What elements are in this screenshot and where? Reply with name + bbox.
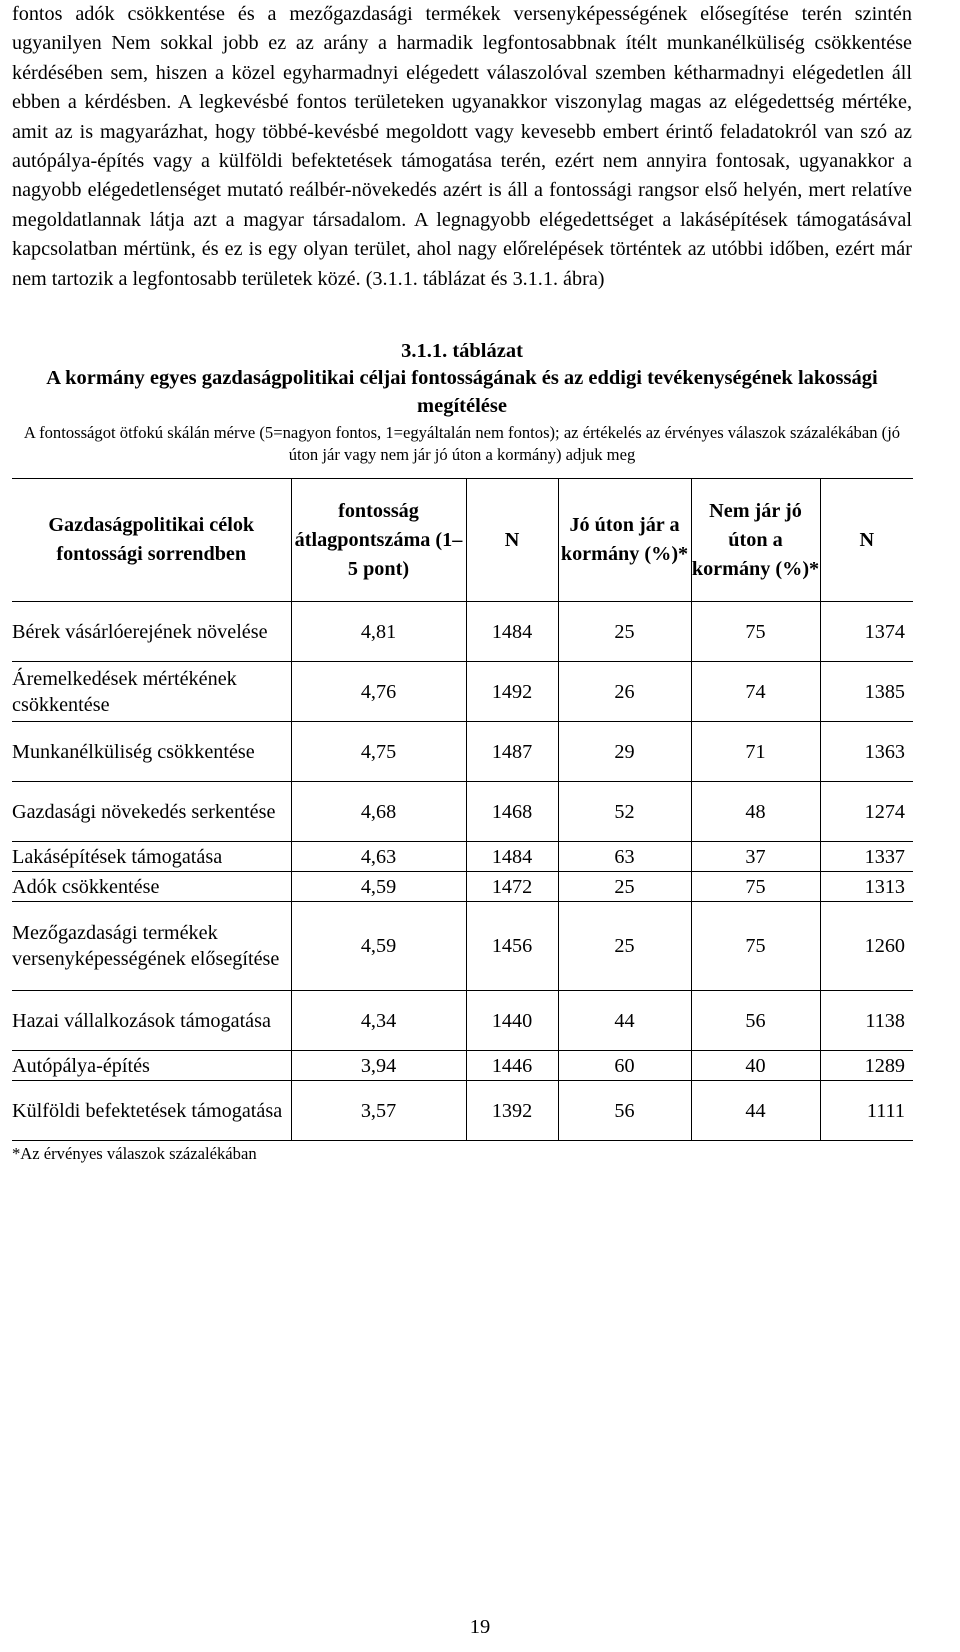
table-header-row — [12, 479, 913, 602]
table-row — [12, 991, 913, 1051]
cell-goal: Mezőgazdasági termékek versenyképességének elősegítése — [12, 902, 291, 991]
cell-n1: 1446 — [466, 1051, 558, 1081]
cell-n2: 1363 — [820, 722, 913, 782]
data-table — [12, 478, 913, 1141]
cell-good: 56 — [558, 1081, 691, 1141]
cell-n1: 1440 — [466, 991, 558, 1051]
cell-goal: Hazai vállalkozások támogatása — [12, 991, 291, 1051]
cell-n1: 1484 — [466, 602, 558, 662]
cell-bad: 75 — [691, 902, 820, 991]
cell-bad: 75 — [691, 602, 820, 662]
table-row — [12, 602, 913, 662]
cell-score: 4,75 — [291, 722, 466, 782]
cell-good: 26 — [558, 662, 691, 722]
cell-score: 4,63 — [291, 842, 466, 872]
cell-good: 63 — [558, 842, 691, 872]
cell-n1: 1468 — [466, 782, 558, 842]
cell-score: 4,68 — [291, 782, 466, 842]
cell-n1: 1484 — [466, 842, 558, 872]
table-row — [12, 1051, 913, 1081]
table-number: 3.1.1. táblázat — [401, 340, 523, 363]
table-footnote: *Az érvényes válaszok százalékában — [12, 1144, 257, 1164]
cell-n2: 1385 — [820, 662, 913, 722]
cell-bad: 48 — [691, 782, 820, 842]
cell-n2: 1289 — [820, 1051, 913, 1081]
cell-bad: 75 — [691, 872, 820, 902]
header-bad: Nem jár jó úton a kormány (%)* — [691, 479, 820, 602]
table-row — [12, 782, 913, 842]
cell-score: 4,34 — [291, 991, 466, 1051]
cell-good: 25 — [558, 602, 691, 662]
body-paragraph: fontos adók csökkentése és a mezőgazdasági termékek versenyképességének elősegítése terén szintén ugyanilyen Nem sokkal jobb ez az arány a harmadik legfontosabbnak ítélt munkanélküliség csökkentése kérdésében sem, hiszen a közel egyharmadnyi elégedett válaszolóval szemben kétharmadnyi elégedetlen áll ebben a kérdésben. A legkevésbé fontos területeken ugyanakkor viszonylag magas az elégedettség mértéke, amit az is magyarázhat, hogy többé-kevésbé megoldott vagy kevesebb embert érintő feladatokról van szó az autópálya-építés vagy a külföldi befektetések támogatása terén, ezért nem annyira fontosak, ugyanakkor a nagyobb elégedetlenséget mutató reálbér-növekedés azért is áll a fontossági rangsor első helyén, mert relatíve megoldatlannak látja azt a magyar társadalom. A legnagyobb elégedettséget a lakásépítések támogatásával kapcsolatban mértünk, és ez is egy olyan terület, ahol nagy előrelépések történtek az utóbbi időben, ezért már nem tartozik a legfontosabb területek közé. (3.1.1. táblázat és 3.1.1. ábra) — [12, 3, 912, 290]
cell-score: 3,57 — [291, 1081, 466, 1141]
cell-score: 4,81 — [291, 602, 466, 662]
cell-n2: 1138 — [820, 991, 913, 1051]
table-note: A fontosságot ötfokú skálán mérve (5=nagyon fontos, 1=egyáltalán nem fontos); az értékelés az érvényes válaszok százalékában (jó úton jár vagy nem jár jó úton a kormány) adjuk meg — [23, 423, 901, 465]
header-n1: N — [466, 479, 558, 602]
cell-goal: Adók csökkentése — [12, 872, 291, 902]
cell-good: 52 — [558, 782, 691, 842]
cell-n2: 1274 — [820, 782, 913, 842]
cell-goal: Lakásépítések támogatása — [12, 842, 291, 872]
cell-good: 29 — [558, 722, 691, 782]
header-goal: Gazdaságpolitikai célok fontossági sorrendben — [12, 479, 291, 602]
cell-n2: 1374 — [820, 602, 913, 662]
cell-n1: 1492 — [466, 662, 558, 722]
table-row — [12, 872, 913, 902]
cell-n2: 1313 — [820, 872, 913, 902]
cell-bad: 56 — [691, 991, 820, 1051]
cell-bad: 40 — [691, 1051, 820, 1081]
table-title: A kormány egyes gazdaságpolitikai céljai fontosságának és az eddigi tevékenységének lakossági megítélése — [46, 367, 878, 418]
table-row — [12, 722, 913, 782]
table-row — [12, 902, 913, 991]
cell-goal: Munkanélküliség csökkentése — [12, 722, 291, 782]
cell-n1: 1456 — [466, 902, 558, 991]
cell-goal: Bérek vásárlóerejének növelése — [12, 602, 291, 662]
cell-score: 4,59 — [291, 902, 466, 991]
header-score: fontosság átlagpontszáma (1–5 pont) — [291, 479, 466, 602]
cell-n2: 1260 — [820, 902, 913, 991]
document-page — [12, 0, 912, 1165]
cell-n2: 1111 — [820, 1081, 913, 1141]
header-n2: N — [820, 479, 913, 602]
cell-score: 3,94 — [291, 1051, 466, 1081]
cell-goal: Gazdasági növekedés serkentése — [12, 782, 291, 842]
cell-bad: 37 — [691, 842, 820, 872]
table-row — [12, 1081, 913, 1141]
cell-n2: 1337 — [820, 842, 913, 872]
cell-goal: Külföldi befektetések támogatása — [12, 1081, 291, 1141]
cell-good: 25 — [558, 902, 691, 991]
cell-bad: 74 — [691, 662, 820, 722]
cell-goal: Autópálya-építés — [12, 1051, 291, 1081]
cell-score: 4,76 — [291, 662, 466, 722]
cell-score: 4,59 — [291, 872, 466, 902]
cell-n1: 1392 — [466, 1081, 558, 1141]
cell-n1: 1487 — [466, 722, 558, 782]
table-row — [12, 662, 913, 722]
cell-good: 25 — [558, 872, 691, 902]
cell-good: 44 — [558, 991, 691, 1051]
header-good: Jó úton jár a kormány (%)* — [558, 479, 691, 602]
cell-good: 60 — [558, 1051, 691, 1081]
cell-n1: 1472 — [466, 872, 558, 902]
table-row — [12, 842, 913, 872]
cell-goal: Áremelkedések mértékének csökkentése — [12, 662, 291, 722]
cell-bad: 44 — [691, 1081, 820, 1141]
page-number: 19 — [469, 1616, 491, 1638]
cell-bad: 71 — [691, 722, 820, 782]
table-caption — [12, 338, 912, 466]
